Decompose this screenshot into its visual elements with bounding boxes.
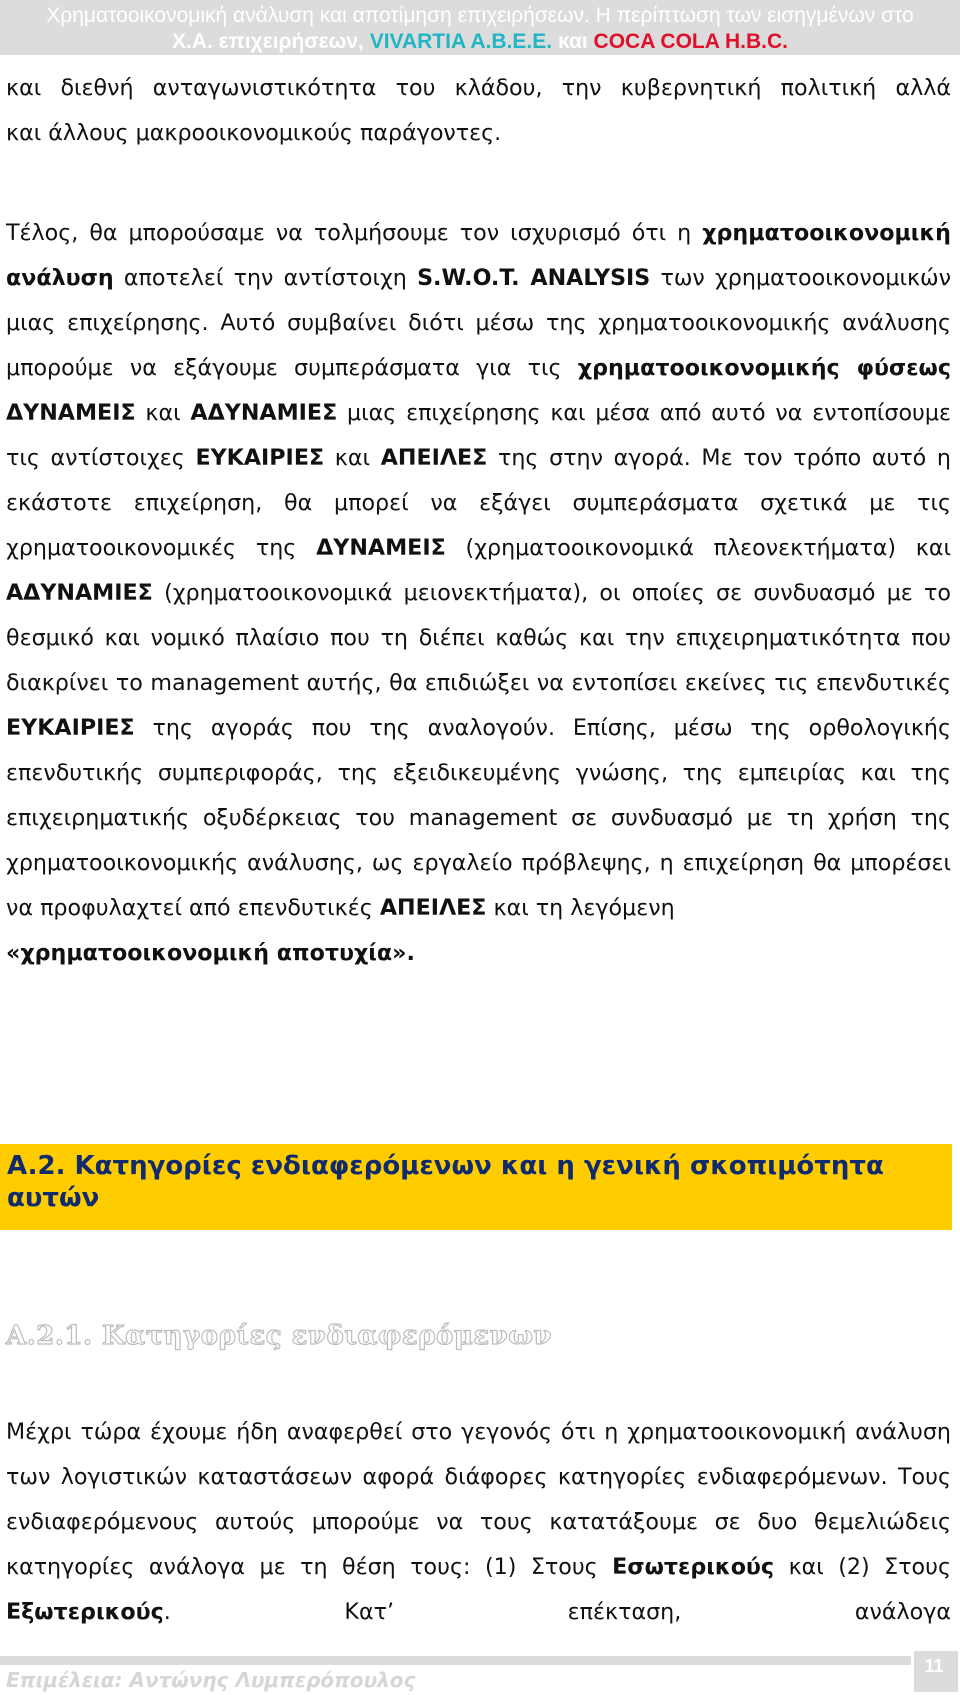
paragraph-3 bbox=[6, 1410, 951, 1635]
p3-b2: Εξωτερικούς bbox=[6, 1599, 164, 1625]
p2-b2: S.W.O.T. ANALYSIS bbox=[417, 265, 651, 291]
p2-t9: (χρηματοοικονομικά μειονεκτήματα), οι οποίες σε συνδυασμό με το θεσμικό και νομικό πλαίσιο που τη διέπει καθώς και την επιχειρηματικότητα που διακρίνει το management αυτής, θα επιδιώξει να εντοπίσει εκείνες τις επενδυτικές bbox=[6, 580, 951, 696]
p2-b8: ΑΔΥΝΑΜΙΕΣ bbox=[6, 580, 153, 606]
p3-t3: . Κατ’ επέκταση, ανάλογα bbox=[163, 1599, 951, 1625]
paragraph-3-text bbox=[6, 1410, 951, 1635]
header-connector: και bbox=[552, 30, 594, 53]
subsection-heading: A.2.1. Κατηγορίες ενδιαφερόμενων bbox=[6, 1321, 553, 1351]
section-heading-line-2: αυτών bbox=[7, 1183, 100, 1213]
p3-t2: και (2) Στους bbox=[774, 1554, 951, 1580]
page-number: 11 bbox=[924, 1656, 944, 1676]
p2-t1: Τέλος, θα μπορούσαμε να τολμήσουμε τον ισχυρισμό ότι η bbox=[6, 220, 692, 246]
coca-cola-name: COCA COLA H.B.C. bbox=[593, 30, 788, 53]
p2-t7: της στην αγορά. Με τον τρόπο αυτό η εκάστοτε επιχείρηση, θα μπορεί να εξάγει συμπεράσματα σχετικά με τις χρηματοοικονομικές της bbox=[6, 445, 951, 561]
p2-t4: και bbox=[135, 400, 191, 426]
p3-t1: Μέχρι τώρα έχουμε ήδη αναφερθεί στο γεγονός ότι η χρηματοοικονομική ανάλυση των λογιστικών καταστάσεων αφορά διάφορες κατηγορίες ενδιαφερόμενων. Τους ενδιαφερόμενους αυτούς μπορούμε να τους κατατάξουμε σε δυο θεμελιώδεις κατηγορίες ανάλογα με τη θέση τους: (1) Στους bbox=[6, 1419, 951, 1580]
section-heading-line-1: A.2. Κατηγορίες ενδιαφερόμενων και η γενική σκοπιμότητα bbox=[7, 1151, 884, 1181]
header-line-1: Χρηματοοικονομική ανάλυση και αποτίμηση επιχειρήσεων. Η περίπτωση των εισηγμένων στο bbox=[46, 4, 914, 27]
running-header bbox=[0, 0, 960, 55]
p2-b7: ΔΥΝΑΜΕΙΣ bbox=[316, 535, 446, 561]
p2-b10: ΑΠΕΙΛΕΣ bbox=[379, 895, 487, 921]
header-line-2 bbox=[0, 29, 960, 55]
paragraph-1-line-1: και διεθνή ανταγωνιστικότητα του κλάδου, την κυβερνητική πολιτική αλλά bbox=[6, 75, 951, 101]
p2-b11: «χρηματοοικονομική αποτυχία». bbox=[6, 940, 415, 966]
section-heading bbox=[7, 1150, 907, 1214]
paragraph-2-text bbox=[6, 211, 951, 931]
p2-b3: χρηματοοικονομικής φύσεως ΔΥΝΑΜΕΙΣ bbox=[6, 355, 951, 426]
p2-t3: των χρηματοοικονομικών μιας επιχείρησης. Αυτό συμβαίνει διότι μέσω της χρηματοοικονομικής ανάλυσης μπορούμε να εξάγουμε συμπεράσματα για τις bbox=[6, 265, 952, 381]
paragraph-2 bbox=[6, 211, 951, 976]
footer-author: Επιμέλεια: Αντώνης Λυμπερόπουλος bbox=[6, 1668, 416, 1692]
p2-t10: της αγοράς που της αναλογούν. Επίσης, μέσω της ορθολογικής επενδυτικής συμπεριφοράς, της εξειδικευμένης γνώσης, της εμπειρίας και της επιχειρηματικής οξυδέρκειας του management σε συνδυασμό με τη χρήση της χρηματοοικονομικής ανάλυσης, ως εργαλείο πρόβλεψης, η επιχείρηση θα μπορέσει να προφυλαχτεί από επενδυτικές bbox=[6, 715, 951, 921]
p2-b11-line bbox=[6, 931, 951, 976]
p2-t6: και bbox=[324, 445, 381, 471]
p2-b1: χρηματοοικονομική ανάλυση bbox=[6, 220, 951, 291]
p2-b9: ΕΥΚΑΙΡΙΕΣ bbox=[6, 715, 135, 741]
p2-b5: ΕΥΚΑΙΡΙΕΣ bbox=[195, 445, 325, 471]
footer-rule bbox=[0, 1656, 912, 1665]
vivartia-name: VIVARTIA A.B.E.E. bbox=[369, 30, 553, 53]
p2-t8: (χρηματοοικονομικά πλεονεκτήματα) και bbox=[445, 535, 952, 561]
p2-t11: και τη λεγόμενη bbox=[486, 895, 675, 921]
p2-b6: ΑΠΕΙΛΕΣ bbox=[380, 445, 488, 471]
header-line-2-prefix: Χ.Α. επιχειρήσεων, bbox=[172, 30, 370, 53]
paragraph-1-line-2: και άλλους μακροοικονομικούς παράγοντες. bbox=[6, 120, 502, 146]
p2-t5: μιας επιχείρησης και μέσα από αυτό να εντοπίσουμε τις αντίστοιχες bbox=[6, 400, 951, 471]
p2-b4: ΑΔΥΝΑΜΙΕΣ bbox=[190, 400, 338, 426]
paragraph-1 bbox=[6, 66, 951, 156]
p3-b1: Εσωτερικούς bbox=[612, 1554, 775, 1580]
p2-t2: αποτελεί την αντίστοιχη bbox=[113, 265, 418, 291]
